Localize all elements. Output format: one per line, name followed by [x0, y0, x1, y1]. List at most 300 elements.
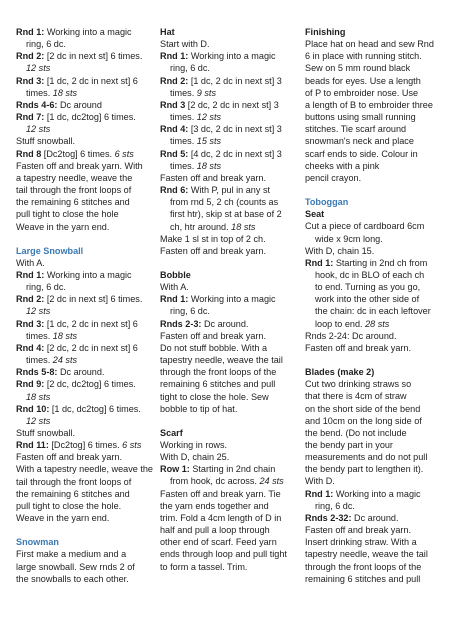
- instruction-line: [16, 427, 148, 439]
- instruction-line: [16, 391, 148, 403]
- instruction-text: [1 dc, dc2tog] 6 times.: [49, 403, 141, 414]
- instruction-line: [305, 220, 439, 232]
- column-2: [160, 26, 292, 573]
- instruction-line: [305, 427, 439, 439]
- instruction-line: [160, 330, 292, 342]
- instruction-line: [160, 378, 292, 390]
- instruction-line: [305, 148, 439, 160]
- round-label: Rnd 11:: [16, 440, 49, 451]
- instruction-line: [305, 451, 439, 463]
- instruction-line: [160, 135, 292, 147]
- instruction-text: Weave in the yarn end.: [16, 513, 110, 524]
- instruction-line: [305, 536, 439, 548]
- round-label: Rnd 6:: [160, 185, 189, 196]
- instruction-text: bobble to tip of hat.: [160, 403, 238, 414]
- instruction-text: Dc around.: [351, 512, 399, 523]
- instruction-text: Stuff snowball.: [16, 136, 75, 147]
- instruction-line: [16, 148, 148, 160]
- round-label: Rnd 1:: [305, 257, 334, 268]
- round-label: Rnd 4:: [160, 124, 189, 135]
- instruction-line: [16, 318, 148, 330]
- instruction-line: [305, 512, 439, 524]
- instruction-line: [305, 305, 439, 317]
- instruction-line: [16, 160, 148, 172]
- instruction-text: a length of B to embroider three: [305, 99, 433, 110]
- instruction-line: [160, 233, 292, 245]
- subsection-heading: Seat: [305, 209, 325, 220]
- instruction-text: pencil crayon.: [305, 172, 362, 183]
- instruction-line: [160, 38, 292, 50]
- instruction-line: [16, 99, 148, 111]
- instruction-line: [305, 87, 439, 99]
- instruction-line: [305, 281, 439, 293]
- instruction-text: [1 dc, 2 dc in next st] 3: [188, 75, 282, 86]
- round-label: Rnd 1:: [160, 51, 189, 62]
- instruction-text: First make a medium and a: [16, 549, 127, 560]
- instruction-line: [160, 111, 292, 123]
- round-label: Rnd 5:: [160, 148, 189, 159]
- stitch-count: 18 sts: [52, 87, 78, 98]
- instruction-text: Dc around: [57, 99, 102, 110]
- instruction-line: [16, 111, 148, 123]
- instruction-line: [305, 245, 439, 257]
- instruction-line: [16, 172, 148, 184]
- stitch-count: 24 sts: [259, 476, 284, 487]
- instruction-line: [305, 439, 439, 451]
- instruction-line: [160, 221, 292, 233]
- section-gap: [16, 524, 148, 536]
- instruction-line: [16, 439, 148, 451]
- instruction-line: [160, 439, 292, 451]
- instruction-line: [305, 463, 439, 475]
- instruction-text: ring, 6 dc.: [170, 306, 210, 317]
- round-label: Rnds 4-6:: [16, 99, 58, 110]
- instruction-text: With D.: [305, 476, 335, 487]
- round-label: Rnd 3:: [16, 318, 45, 329]
- instruction-text: Cut two drinking straws so: [305, 379, 412, 390]
- instruction-text: the bendy part in your: [305, 440, 393, 450]
- instruction-line: [160, 561, 292, 573]
- instruction-text: loop to end.: [315, 318, 366, 329]
- stitch-count: 6 sts: [122, 440, 142, 451]
- instruction-text: With P, pul in any st: [188, 185, 271, 196]
- instruction-text: Working into a magic: [44, 27, 132, 37]
- instruction-text: times.: [26, 87, 53, 98]
- stitch-count: 15 sts: [196, 136, 222, 147]
- instruction-text: Insert drinking straw. With a: [305, 537, 417, 548]
- instruction-text: to end. Turning as you go,: [315, 282, 421, 293]
- instruction-text: Start with D.: [160, 39, 210, 50]
- instruction-line: [16, 512, 148, 524]
- instruction-line: [160, 208, 292, 220]
- instruction-text: Working in rows.: [160, 440, 228, 450]
- instruction-text: that there is 4cm of straw: [305, 391, 407, 402]
- instruction-line: [305, 342, 439, 354]
- instruction-line: [305, 172, 439, 184]
- instruction-text: [1 dc, dc2tog] 6 times.: [44, 112, 136, 123]
- instruction-line: [16, 354, 148, 366]
- instruction-text: Fasten off and break yarn.: [305, 525, 411, 536]
- instruction-text: tight to close the hole. Sew: [160, 391, 269, 402]
- instruction-line: [160, 87, 292, 99]
- instruction-text: Fasten off and break yarn.: [160, 330, 266, 341]
- instruction-text: With D, chain 25.: [160, 452, 230, 463]
- instruction-line: [16, 305, 148, 317]
- instruction-line: [160, 245, 292, 257]
- instruction-text: other end of scarf. Feed yarn: [160, 537, 277, 548]
- instruction-line: [160, 123, 292, 135]
- instruction-text: hook, dc in BLO of each ch: [315, 269, 425, 280]
- instruction-line: [16, 451, 148, 463]
- instruction-text: With a tapestry needle, weave the: [16, 464, 153, 475]
- subsection-heading: Scarf: [160, 427, 183, 438]
- section-gap: [305, 184, 439, 196]
- instruction-text: stitches. Tie scarf around: [305, 124, 407, 135]
- round-label: Rnd 3:: [16, 75, 45, 86]
- instruction-line: [160, 305, 292, 317]
- instruction-line: [305, 233, 439, 245]
- instruction-text: Fasten off and break yarn.: [160, 172, 266, 183]
- instruction-line: [160, 196, 292, 208]
- instruction-line: [16, 476, 148, 488]
- instruction-line: [305, 561, 439, 573]
- instruction-text: trim. Fold a 4cm length of D in: [160, 512, 282, 523]
- instruction-text: [2 dc in next st] 6 times.: [44, 294, 143, 305]
- instruction-line: [160, 75, 292, 87]
- instruction-line: [305, 293, 439, 305]
- instruction-line: [16, 135, 148, 147]
- stitch-count: 12 sts: [26, 124, 51, 135]
- instruction-text: Make 1 sl st in top of 2 ch.: [160, 233, 266, 244]
- instruction-text: the remaining 6 stitches and: [16, 197, 130, 208]
- stitch-count: 24 sts: [52, 355, 78, 366]
- instruction-line: [160, 488, 292, 500]
- instruction-line: [305, 500, 439, 512]
- instruction-line: [160, 500, 292, 512]
- stitch-count: 18 sts: [26, 391, 51, 402]
- instruction-text: from rnd 5, 2 ch (counts as: [170, 197, 279, 208]
- instruction-line: [16, 184, 148, 196]
- instruction-text: of P to embroider nose. Use: [305, 87, 419, 98]
- instruction-line: [16, 281, 148, 293]
- instruction-text: beads for eyes. Use a length: [305, 75, 421, 86]
- stitch-count: 12 sts: [26, 415, 51, 426]
- instruction-line: [160, 524, 292, 536]
- instruction-line: [160, 536, 292, 548]
- stitch-count: 18 sts: [52, 330, 78, 341]
- stitch-count: 28 sts: [365, 318, 390, 329]
- instruction-line: [305, 330, 439, 342]
- instruction-text: Place hat on head and sew Rnd: [305, 39, 434, 50]
- instruction-line: [16, 548, 148, 560]
- round-label: Rnd 1:: [16, 27, 45, 37]
- stitch-count: 12 sts: [26, 63, 51, 74]
- section-heading: Large Snowball: [16, 245, 84, 256]
- stitch-count: 9 sts: [196, 87, 216, 98]
- instruction-line: [160, 475, 292, 487]
- instruction-text: times.: [170, 160, 197, 171]
- round-label: Rnd 8: [16, 148, 42, 159]
- round-label: Rnd 9:: [16, 379, 45, 390]
- instruction-line: [16, 403, 148, 415]
- instruction-line: [16, 463, 153, 475]
- section-gap: [160, 415, 292, 427]
- instruction-text: times.: [26, 355, 53, 366]
- instruction-text: [1 dc, 2 dc in next st] 6: [44, 318, 138, 329]
- instruction-text: ring, 6 dc.: [170, 63, 210, 74]
- column-1: [16, 26, 153, 585]
- instruction-line: [160, 184, 292, 196]
- instruction-text: scarf ends to side. Colour in: [305, 148, 418, 159]
- instruction-text: 6 in place with running stitch.: [305, 51, 422, 62]
- instruction-text: With A.: [160, 282, 189, 293]
- instruction-line: [16, 415, 148, 427]
- section-heading: Snowman: [16, 537, 59, 548]
- instruction-line: [16, 196, 148, 208]
- instruction-line: [16, 573, 148, 585]
- subsection-heading: Blades (make 2): [305, 367, 375, 378]
- instruction-text: Stuff snowball.: [16, 428, 75, 438]
- instruction-line: [160, 281, 292, 293]
- instruction-line: [305, 318, 439, 330]
- round-label: Rnd 10:: [16, 403, 50, 414]
- instruction-line: [160, 366, 292, 378]
- instruction-line: [16, 257, 148, 269]
- instruction-text: through the front loops of the: [160, 367, 277, 378]
- instruction-line: [160, 342, 292, 354]
- instruction-text: half and pull a loop through: [160, 525, 270, 536]
- instruction-line: [305, 123, 439, 135]
- instruction-text: ring, 6 dc.: [315, 500, 355, 511]
- instruction-line: [305, 160, 439, 172]
- instruction-text: through the front loops of the: [305, 561, 422, 572]
- instruction-text: times.: [170, 112, 197, 123]
- instruction-line: [16, 75, 148, 87]
- instruction-line: [160, 148, 292, 160]
- instruction-text: the yarn ends together and: [160, 500, 269, 511]
- instruction-line: [305, 257, 439, 269]
- instruction-line: [305, 415, 439, 427]
- instruction-line: [16, 50, 148, 62]
- stitch-count: 12 sts: [26, 306, 51, 317]
- instruction-text: With D, chain 15.: [305, 245, 375, 256]
- round-label: Rnd 4:: [16, 342, 45, 353]
- instruction-text: and 10cm on the long side of: [305, 415, 422, 426]
- instruction-text: first htr), skip st at base of 2: [170, 209, 282, 220]
- instruction-line: [16, 87, 148, 99]
- instruction-line: [305, 111, 439, 123]
- instruction-text: ends through loop and pull tight: [160, 549, 287, 560]
- instruction-text: [2 dc, 2 dc in next st] 3: [185, 99, 279, 110]
- instruction-line: [160, 451, 292, 463]
- instruction-text: pull tight to close the hole: [16, 209, 119, 220]
- instruction-line: [16, 500, 148, 512]
- instruction-text: Fasten off and break yarn.: [305, 342, 411, 353]
- instruction-text: Working into a magic: [333, 488, 421, 499]
- stitch-count: 12 sts: [196, 112, 222, 123]
- instruction-text: large snowball. Sew rnds 2 of: [16, 561, 135, 572]
- instruction-line: [305, 488, 439, 500]
- instruction-line: [160, 403, 292, 415]
- instruction-text: Fasten off and break yarn.: [160, 245, 266, 256]
- instruction-text: [2 dc, 2 dc in next st] 6: [44, 342, 138, 353]
- round-label: Rnd 2:: [160, 75, 189, 86]
- round-label: Rnds 2-3:: [160, 318, 202, 329]
- instruction-line: [305, 269, 439, 281]
- round-label: Rnd 7:: [16, 112, 45, 123]
- instruction-line: [16, 221, 148, 233]
- instruction-text: Working into a magic: [44, 269, 132, 280]
- instruction-text: tail through the front loops of: [16, 185, 132, 196]
- instruction-text: remaining 6 stitches and pull: [305, 573, 421, 584]
- instruction-text: the bend. (Do not include: [305, 427, 407, 438]
- instruction-text: Sew on 5 mm round black: [305, 63, 411, 74]
- instruction-line: [160, 463, 292, 475]
- stitch-count: 18 sts: [196, 160, 222, 171]
- instruction-line: [16, 366, 148, 378]
- instruction-text: Working into a magic: [188, 51, 276, 62]
- instruction-line: [305, 548, 439, 560]
- round-label: Rnd 1:: [16, 269, 45, 280]
- instruction-text: a tapestry needle, weave the: [16, 172, 133, 183]
- instruction-text: [Dc2tog] 6 times.: [41, 148, 115, 159]
- instruction-line: [16, 62, 148, 74]
- round-label: Rnd 3: [160, 99, 186, 110]
- instruction-text: tapestry needle, weave the tail: [305, 549, 428, 560]
- instruction-text: [2 dc in next st] 6 times.: [44, 51, 143, 62]
- section-heading: Toboggan: [305, 197, 349, 208]
- instruction-line: [160, 62, 292, 74]
- instruction-text: the remaining 6 stitches and: [16, 488, 130, 499]
- instruction-text: [4 dc, 2 dc in next st] 3: [188, 148, 282, 159]
- round-label: Rnd 1:: [160, 294, 189, 305]
- instruction-line: [16, 269, 148, 281]
- instruction-line: [305, 62, 439, 74]
- round-label: Rnds 2-32:: [305, 512, 352, 523]
- instruction-text: Dc around.: [201, 318, 249, 329]
- instruction-line: [160, 354, 292, 366]
- instruction-text: from hook, dc across.: [170, 476, 260, 487]
- instruction-text: ch, htr around.: [170, 221, 232, 232]
- instruction-text: the chain: dc in each leftover: [315, 306, 431, 317]
- instruction-text: tapestry needle, weave the tail: [160, 355, 283, 366]
- instruction-line: [160, 99, 292, 111]
- instruction-line: [160, 172, 292, 184]
- instruction-text: on the short side of the bend: [305, 403, 421, 414]
- instruction-text: [2 dc, dc2tog] 6 times.: [44, 379, 136, 390]
- instruction-text: pull tight to close the hole.: [16, 500, 122, 511]
- instruction-line: [305, 75, 439, 87]
- instruction-text: times.: [26, 330, 53, 341]
- subsection-heading: Hat: [160, 27, 175, 37]
- stitch-count: 18 sts: [231, 221, 256, 232]
- column-3: [305, 26, 439, 585]
- instruction-text: Weave in the yarn end.: [16, 221, 110, 232]
- instruction-text: measurements and do not pull: [305, 452, 428, 463]
- instruction-line: [305, 524, 439, 536]
- instruction-text: Rnds 2-24: Dc around.: [305, 330, 397, 341]
- instruction-line: [305, 50, 439, 62]
- instruction-line: [16, 561, 148, 573]
- instruction-line: [160, 50, 292, 62]
- instruction-line: [16, 26, 148, 38]
- instruction-text: [3 dc, 2 dc in next st] 3: [188, 124, 282, 135]
- instruction-text: buttons using small running: [305, 112, 416, 123]
- instruction-line: [160, 548, 292, 560]
- instruction-line: [305, 573, 439, 585]
- round-label: Rnd 1:: [305, 488, 334, 499]
- instruction-text: With A.: [16, 257, 45, 268]
- instruction-text: the bendy part to lengthen it).: [305, 464, 424, 475]
- instruction-line: [160, 293, 292, 305]
- instruction-line: [305, 135, 439, 147]
- instruction-line: [305, 403, 439, 415]
- instruction-text: times.: [170, 87, 197, 98]
- instruction-line: [16, 38, 148, 50]
- instruction-line: [16, 330, 148, 342]
- instruction-line: [16, 342, 148, 354]
- section-gap: [305, 354, 439, 366]
- instruction-line: [16, 293, 148, 305]
- instruction-text: work into the other side of: [315, 294, 420, 305]
- instruction-line: [305, 475, 439, 487]
- instruction-line: [305, 390, 439, 402]
- instruction-text: snowman's neck and place: [305, 136, 414, 147]
- instruction-line: [160, 512, 292, 524]
- instruction-line: [160, 318, 292, 330]
- subsection-heading: Finishing: [305, 27, 346, 37]
- round-label: Row 1:: [160, 464, 190, 475]
- instruction-text: tail through the front loops of: [16, 476, 132, 487]
- instruction-text: [Dc2tog] 6 times.: [48, 440, 123, 451]
- instruction-text: Working into a magic: [188, 294, 276, 305]
- instruction-text: cheeks with a pink: [305, 160, 380, 171]
- instruction-text: the snowballs to each other.: [16, 573, 129, 584]
- instruction-text: times.: [170, 136, 197, 147]
- instruction-text: Fasten off and break yarn.: [16, 452, 122, 463]
- instruction-line: [16, 208, 148, 220]
- instruction-text: wide x 9cm long.: [315, 233, 383, 244]
- instruction-text: Cut a piece of cardboard 6cm: [305, 221, 425, 232]
- stitch-count: 6 sts: [114, 148, 134, 159]
- instruction-text: remaining 6 stitches and pull: [160, 379, 276, 390]
- instruction-text: Dc around.: [57, 367, 105, 378]
- round-label: Rnd 2:: [16, 51, 45, 62]
- instruction-line: [305, 38, 439, 50]
- instruction-text: Starting in 2nd chain: [189, 464, 276, 475]
- instruction-text: [1 dc, 2 dc in next st] 6: [44, 75, 138, 86]
- subsection-heading: Bobble: [160, 269, 191, 280]
- section-gap: [160, 257, 292, 269]
- instruction-text: Fasten off and break yarn. With: [16, 160, 143, 171]
- instruction-text: ring, 6 dc.: [26, 282, 66, 293]
- instruction-line: [305, 99, 439, 111]
- round-label: Rnd 2:: [16, 294, 45, 305]
- instruction-text: to form a tassel. Trim.: [160, 561, 248, 572]
- instruction-line: [16, 378, 148, 390]
- instruction-line: [16, 123, 148, 135]
- instruction-text: Do not stuff bobble. With a: [160, 342, 267, 353]
- instruction-text: Starting in 2nd ch from: [333, 257, 428, 268]
- instruction-line: [16, 488, 148, 500]
- instruction-line: [305, 378, 439, 390]
- section-gap: [16, 233, 148, 245]
- instruction-line: [160, 160, 292, 172]
- instruction-line: [160, 391, 292, 403]
- round-label: Rnds 5-8:: [16, 367, 58, 378]
- instruction-text: Fasten off and break yarn. Tie: [160, 488, 281, 499]
- instruction-text: ring, 6 dc.: [26, 39, 66, 50]
